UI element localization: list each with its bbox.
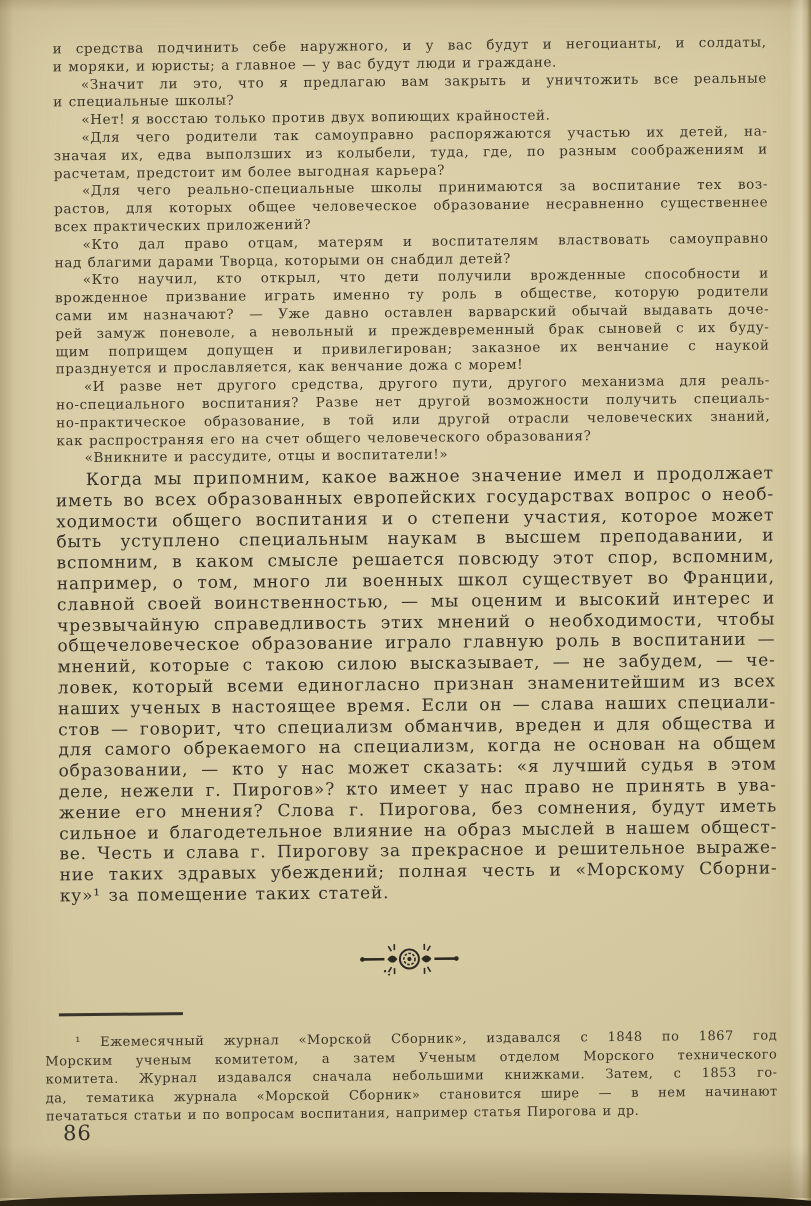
text-line: жение его мнения? Слова г. Пирогова, без сомнения, будут иметь xyxy=(58,796,778,824)
text-line: «И разве нет другого средства, другого пути, другого механизма для реаль- xyxy=(83,372,770,396)
text-line: наших ученых в настоящее время. Если он — слава наших специали- xyxy=(57,692,777,720)
text-line: растов, для которых общее человеческое образование несравненно существеннее xyxy=(54,194,769,218)
text-line: стов — говорит, что специализм обманчив, вреден и для общества и xyxy=(58,713,777,740)
text-line: но-практическое образование, в той или другой отрасли человеческих знаний, xyxy=(56,408,771,432)
text-line: славной своей воинственностью, — мы оценим и высокий интерес и xyxy=(56,588,776,616)
text-line: иметь во всех образованных европейских государствах вопрос о необ- xyxy=(55,484,775,512)
text-line: ве. Честь и слава г. Пирогову за прекрасное и решительное выраже- xyxy=(59,837,778,865)
text-line: но-специального воспитания? Разве нет другой возможности получить специаль- xyxy=(56,390,771,414)
text-line: «Вникните и рассудите, отцы и воспитатели!» xyxy=(84,446,449,467)
text-line: общечеловеческое образование играло главную роль в воспитании — xyxy=(57,629,776,657)
text-line: празднуется и прославляется, как венчание дожа с морем! xyxy=(55,357,524,378)
text-line: для самого обрекаемого на специализм, когда не основан на общем xyxy=(58,733,777,761)
text-line: над благими дарами Творца, которыми он снабдил детей? xyxy=(54,250,512,271)
text-line: ку»¹ за помещение таких статей. xyxy=(59,883,390,907)
text-line: рей замуж поневоле, а невольный и преждевременный брак сыновей с их буду- xyxy=(55,319,770,343)
text-line: и моряки, и юристы; а главное — у вас будут люди и граждане. xyxy=(52,54,557,76)
page-number: 86 xyxy=(62,1121,92,1146)
section-divider xyxy=(3,936,811,986)
text-line: врожденное призвание играть именно ту роль в обществе, которую родители xyxy=(54,283,770,307)
text-line: и средства подчинить себе наружного, и у вас будут и негоцианты, и солдаты, xyxy=(52,34,767,58)
text-line: сами им назначают? — Уже давно оставлен варварский обычай выдавать доче- xyxy=(55,301,770,325)
text-line: мнений, которые с такою силою высказывает, — не забудем, — че- xyxy=(57,650,776,678)
text-line: образовании, — кто у нас может сказать: «я лучший судья в этом xyxy=(58,754,777,782)
text-line: «Для чего родители так самоуправно распоряжаются участью их детей, на- xyxy=(81,123,768,147)
footnote xyxy=(45,1027,778,1127)
main-paragraph xyxy=(56,463,778,907)
text-line: например, о том, много ли военных школ существует во Франции, xyxy=(56,567,775,595)
text-line: чрезвычайную справедливость этих мнений о необходимости, чтобы xyxy=(57,609,776,636)
text-line: ходимости общего воспитания и о степени участия, которое может xyxy=(56,505,775,532)
text-line: значая их, едва выползших из колыбели, туда, где, по разным соображениям и xyxy=(53,141,768,165)
text-line: расчетам, предстоит им более выгодная карьера? xyxy=(53,162,446,182)
text-line: печататься статьи и по вопросам воспитания, например статья Пирогова и др. xyxy=(45,1104,640,1125)
text-line: щим поприщем допущен и привилегирован; заказное их венчание с наукой xyxy=(55,337,770,360)
text-line: Когда мы припомним, какое важное значение имел и продолжает xyxy=(85,463,774,491)
text-line: Морским ученым комитетом, а затем Ученым отделом Морского технического xyxy=(45,1047,778,1070)
footnote-separator xyxy=(59,1012,183,1016)
text-line: всех практических приложений? xyxy=(54,216,312,236)
text-line: комитета. Журнал издавался сначала небольшими книжками. Затем, с 1853 го- xyxy=(45,1065,778,1088)
text-line: деле, нежели г. Пирогов»? кто имеет у нас право не принять в ува- xyxy=(58,775,777,803)
text-line: да, тематика журнала «Морской Сборник» становится шире — в нем начинают xyxy=(45,1084,778,1107)
floral-divider-icon xyxy=(358,939,460,978)
text-line: ние таких здравых убеждений; полная честь и «Морскому Сборни- xyxy=(59,858,778,886)
text-line: «Для чего реально-специальные школы принимаются за воспитание тех воз- xyxy=(81,176,769,200)
text-line: вспомним, в каком смысле решается повсюду этот спор, вспомним, xyxy=(56,546,775,574)
text-line: как распространяя его на счет общего человеческого образования? xyxy=(56,427,592,449)
text-line: «Кто научил, кто открыл, что дети получили врожденные способности и xyxy=(82,265,769,289)
text-line: сильное и благодетельное влияние на образ мыслей в нашем общест- xyxy=(59,816,778,844)
text-line: ¹ Ежемесячный журнал «Морской Сборник», издавался с 1848 по 1867 год xyxy=(75,1028,778,1051)
text-line: быть уступлено специальным наукам в высшем преподавании, и xyxy=(56,525,775,553)
text-line: и специальные школы? xyxy=(53,93,235,111)
text-line: «Значит ли это, что я предлагаю вам закрыть и уничтожить все реальные xyxy=(80,70,768,93)
text-line: ловек, который всеми единогласно признан знаменитейшим из всех xyxy=(57,671,776,699)
quote-block xyxy=(53,35,771,469)
text-line: «Нет! я восстаю только против двух вопиющих крайностей. xyxy=(81,107,551,129)
text-line: «Кто дал право отцам, матерям и воспитателям властвовать самоуправно xyxy=(82,230,769,253)
